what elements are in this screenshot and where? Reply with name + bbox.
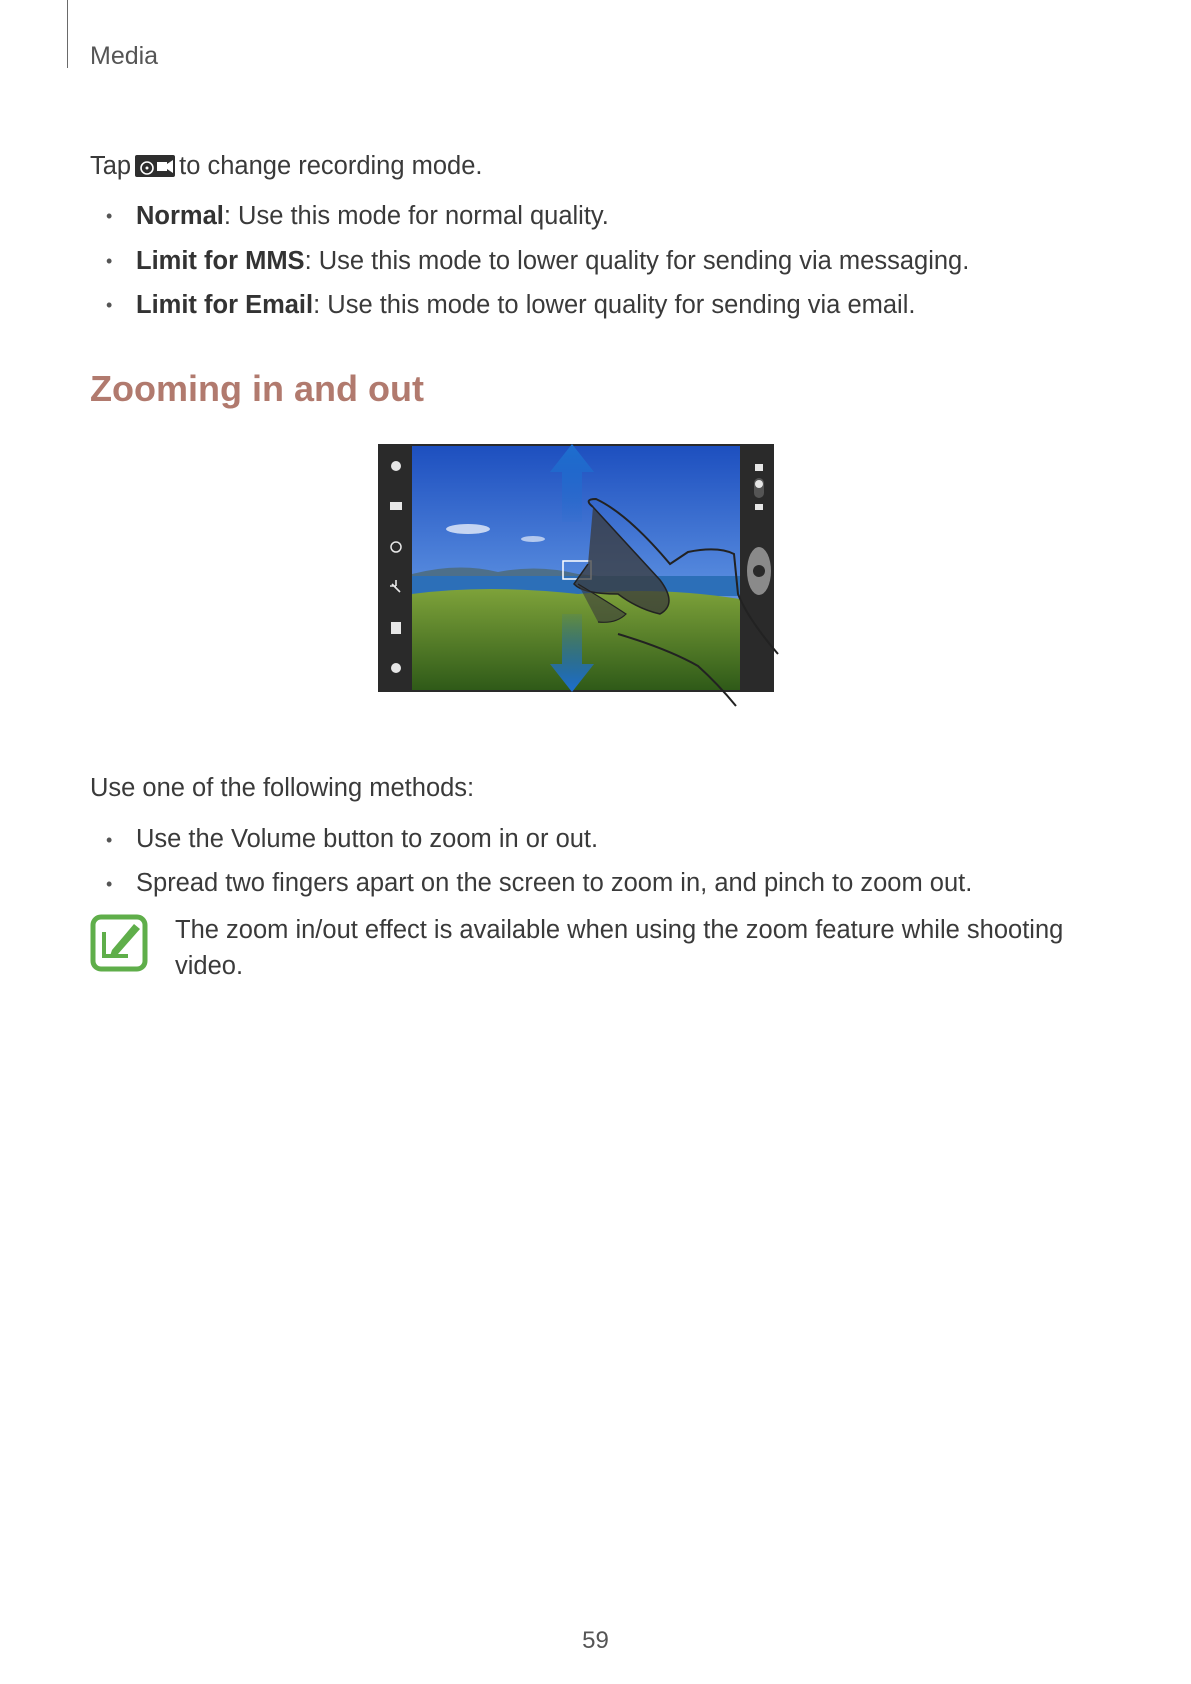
section-heading: Zooming in and out (90, 368, 424, 409)
list-item: Limit for MMS: Use this mode to lower quality for sending via messaging. (136, 247, 970, 275)
bullet: • (106, 830, 113, 850)
intro-line: Tap to change recording mode. (90, 152, 483, 180)
methods-intro: Use one of the following methods: (90, 774, 475, 802)
video-mode-icon (135, 154, 175, 178)
note-pen-icon (90, 914, 148, 972)
bullet: • (106, 295, 113, 315)
list-item: Normal: Use this mode for normal quality. (136, 202, 609, 230)
list-item: Use the Volume button to zoom in or out. (136, 825, 599, 853)
bullet: • (106, 206, 113, 226)
note-text: The zoom in/out effect is available when using the zoom feature while shooting video. (175, 916, 1064, 980)
pinch-zoom-illustration (378, 444, 818, 720)
list-item: Limit for Email: Use this mode to lower quality for sending via email. (136, 291, 916, 319)
header-divider (67, 0, 68, 68)
bullet: • (106, 874, 113, 894)
bullet: • (106, 251, 113, 271)
list-item: Spread two fingers apart on the screen to zoom in, and pinch to zoom out. (136, 869, 973, 897)
page-number: 59 (582, 1627, 609, 1654)
section-title: Media (90, 42, 159, 70)
